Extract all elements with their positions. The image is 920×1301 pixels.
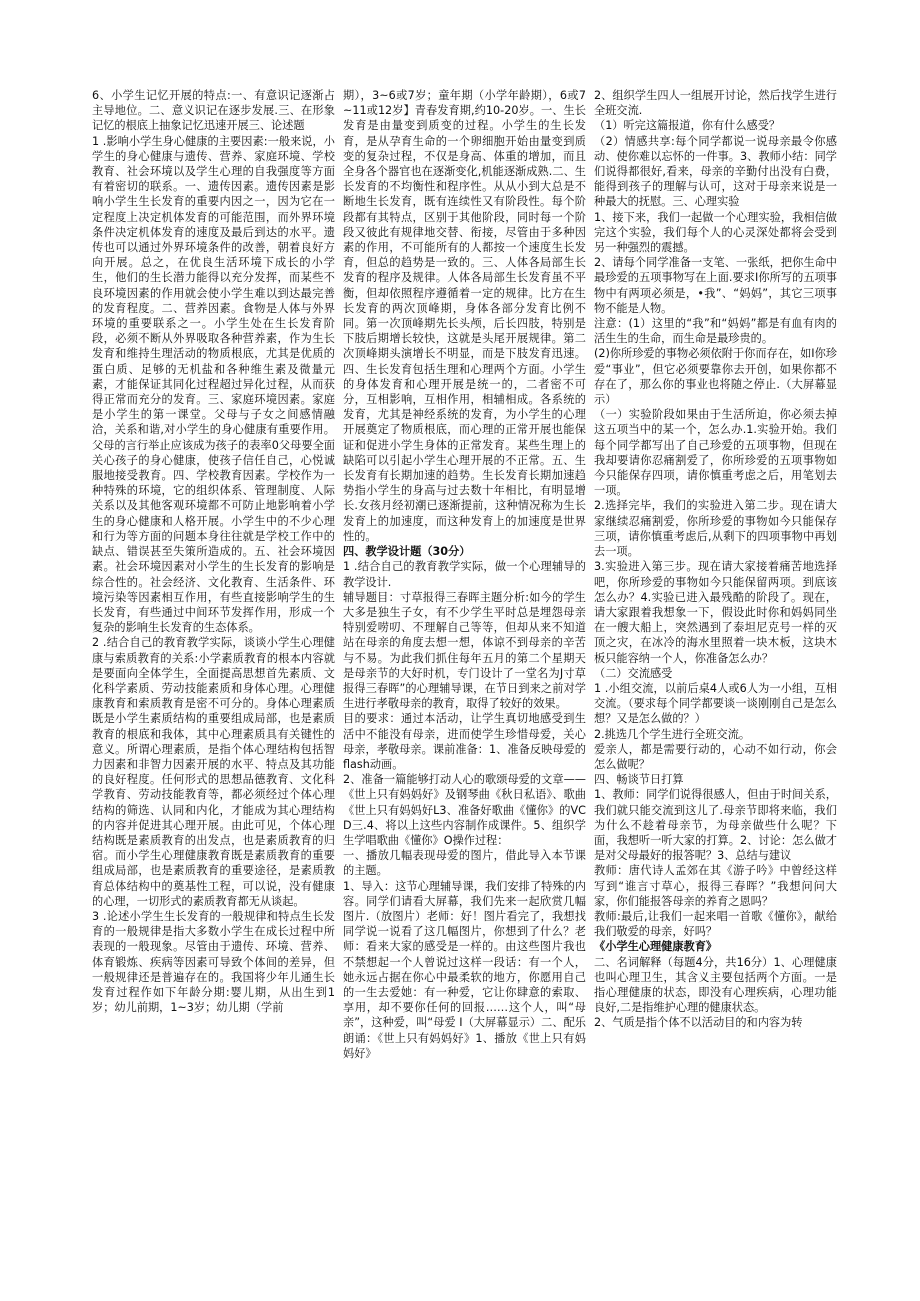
paragraph-quality-education: 2 .结合自己的教育教学实际，谈谈小学生心理健康与索质教育的关系:小学素质教育的根本内容就是要面向全体学生，全面提高思想首先素质、文化科学素质、劳动技能素质和身体心理。心理健康教育和索质教育是密不可分的。身体心理素质既是小学生素质结构的重要组成局部，也是素质教育的根底和我体，其中心理素质具有关键性的意义。所谓心理素质，是指个体心理结构包括智力因素和非智力因素开展的水平、特点及其功能的良好程度。任何形式的思想品德教育、文化科学教育、劳动技能教育等，都必须经过个体心理结构的筛选、认同和内化，才能成为其心理结构的内容并促进其心理开展。由此可见，个体心理结构既是素质教育的出发点，也是素质教育的归宿。而小学生心理健康教育既是素质教育的重要组成局部，也是素质教育的重要途径，是素质教育总体结构中的奠基性工程，可以说，没有健康的心理，一切形式的素质教育都无从谈起。 [92, 636, 335, 908]
paragraph-memory-features: 6、小学生记忆开展的特点:一、有意识记逐渐占主导地位。二、意义识记在逐步发展.三、在形象记忆的根底上抽象记忆迅速开展三、论述题 [92, 89, 335, 133]
paragraph-experiment-task: 2、请每个同学准备一支笔、一张纸，把你生命中最珍爱的五项事物写在上面.要求I你所写的五项事物中有两项必须是，•我”、“妈妈”，其它三项事物不能是人物。 [594, 256, 837, 315]
paragraph-group-exchange: 1 .小组交流，以前后桌4人或6人为一小组，互相交流。（要求每个同学都要谈一谈刚刚自己是怎么想？又是怎么做的？） [594, 681, 837, 726]
paragraph-note-1: 注意：(1）这里的“我”和“妈妈”都是有血有肉的活生生的生命，而生命是最珍贵的。 [594, 317, 837, 346]
paragraph-step-two: 2.选择完毕，我们的实验进入第二步。现在请大家继续忍痛割爱，你所珍爱的事物如今只能保存三项，请你慎重考虑后,从剩下的四项事物中再划去一项。 [594, 499, 837, 559]
column-left [92, 88, 335, 1258]
paragraph-materials: 2、准备一篇能够打动人心的歌颂母爱的文章——《世上只有妈妈好》及钢琴曲《秋日私语》、歌曲《世上只有妈妈好L3、准备好歌曲《懂你》的VCD三.4、将以上这些内容制作成课件。5、组织学生学唱歌曲《懂你》O操作过程： [343, 773, 586, 847]
paragraph-growth-rules: 期），3~6或7岁；童年期（小学年龄期），6或7~11或12岁】青春发育期,约10-20岁。一、生长发育是由量变到质变的过程。小学生的生长发育，是从孕育生命的一个卵细胞开始由量变到质变的复杂过程，不仅是身高、体重的增加，而且全身各个器官也在逐渐变化,机能逐渐成熟.二、生长发育的不均衡性和程序性。从从小到大总是不断地生长发育，既有连续性又有阶段性。每个阶段都有其特点，区别于其他阶段，同时每一个阶段又彼此有规律地交替、衔接，尽管由于多种因素的作用，不可能所有的人都按一个速度生长发育，但总的趋势是一致的。三、人体各局部生长发育的程序及规律。人体各局部生长发育虽不平衡，但却依照程序遵循着一定的规律。比方在生长发育的两次顶峰期，身体各部分发育比例不同。第一次顶峰期先长头颅，后长四肢，特别是下肢后期增长较快，这就是头尾开展规律。第二次顶峰期头演增长不明显，而是下肢发育迅速。四、生长发育包括生理和心理两个方面。小学生的身体发育和心理开展是统一的，二者密不可分，互相影响，互相作用，相辅相成。各系统的发育，尤其是神经系统的发育，为小学生的心理开展奠定了物质根底，而心理的正常开展也能保证和促进小学生身体的正常发育。某些生理上的缺陷可以引起小学生心理开展的不正常。五、生长发育有长期加速的趋势。生长发育长期加速趋势指小学生的身高与过去数十年相比，有明显增长.女孩月经初潮已逐渐提前，这种情况称为生长发育上的加速度，而这种发育上的加速度是世界性的。 [343, 89, 586, 543]
paragraph-emotion-sharing: （2）情感共享:每个同学都说一说母亲最令你感动、使你难以忘怀的一件事。3、教师小结：同学们说得都很好,看来，母亲的辛勤付出没有白费，能得到孩子的理解与认可，这对于母亲来说是一种最大的抚慰。三、心理实验 [594, 134, 837, 209]
column-middle [343, 88, 586, 1258]
paragraph-note-2: (2)你所珍爱的事物必须依附于你而存在，如I你珍爱“事业”，但它必须要靠你去开创，如果你都不存在了，那么你的事业也将随之停止.（大屏幕显示） [594, 347, 837, 407]
paragraph-introduction: 1、导入：这节心理辅导课，我们安排了特殊的内容。同学们请看大屏幕，我们先来一起欣赏几幅图片.（放图片）老师：好！图片看完了，我想找同学说一说看了这几幅图片，你想到了什么？老师：看来大家的感受是一样的。由这些图片我也不禁想起一个人曾说过这样一段话：有一个人，她永远占据在你心中最柔软的地方，你愿用自己的一生去爱她：有一种爱，它让你肆意的索取、享用，却不要你任何的回报……这个人，叫“母亲”，这种爱，叫“母爱 I（大屏幕显示）二、配乐朗诵：《世上只有妈妈好》1、播放《世上只有妈妈好》 [343, 879, 586, 1060]
paragraph-action: 爱亲人，都是需要行动的，心动不如行动，你会怎么做呢？ [594, 742, 837, 771]
paragraph-exchange-heading: （二）交流感受 [594, 666, 673, 680]
document-title-mental-health: 《小学生心理健康教育》 [594, 940, 718, 954]
paragraph-step-one: 一、播放几幅表现母爱的图片，借此导入本节课的主题。 [343, 849, 586, 878]
paragraph-holiday-heading: 四、畅谈节日打算 [594, 773, 684, 787]
paragraph-definitions: 二、名词解释（每题4分，共16分）1、心理健康也叫心理卫生，其含义主要包括两个方面。一是指心理健康的状态，即没有心理疾病，心理功能良好,二是指维护心理的健康状态。 [594, 955, 837, 1015]
paragraph-design-task: 1 .结合自己的教育教学实际，做一个心理辅导的教学设计. [343, 560, 586, 589]
paragraph-question-1: （1）听完这篇报道，你有什么感受？ [594, 119, 781, 133]
paragraph-class-exchange: 2.挑选几个学生进行全班交流。 [594, 727, 751, 741]
paragraph-counseling-topic: 辅导题目：寸草报得三春晖主题分析:如今的学生大多是独生子女，有不少学生平时总是埋怨母亲特别爱唠叨、不理解自己等等，但却从来不知道站在母亲的角度去想一想，体谅不到母亲的辛苦与不易。为此我们抓住每年五月的第二个星期天是母亲节的大好时机，专门设计了一堂名为J寸草报得三春晖”的心理辅导课，在节日到来之前对学生进行孝敬母亲的教育，取得了较好的效果。 [343, 590, 586, 711]
paragraph-group-discussion: 2、组织学生四人一组展开讨论，然后找学生进行全班交流. [594, 89, 837, 118]
column-right [594, 88, 837, 1258]
paragraph-goals: 目的要求：通过本活动，让学生真切地感受到生活中不能没有母亲，进而使学生珍惜母爱，关心母亲，孝敬母亲。课前准备：1、准备反映母爱的flash动画。 [343, 712, 586, 771]
paragraph-temperament: 2、气质是指个体不以活动目的和内容为转 [594, 1016, 803, 1030]
paragraph-growth-rules-start: 3 .论述小学生生长发育的一般规律和特点生长发育的一般规律是指大多数小学生在成长过程中所表现的一般现象。尽管由于遗传、环境、营养、体育锻炼、疾病等因素可导致个体间的差异，但一般规律还是普遍存在的。我国将少年儿通生长发育过程作如下年龄分期:婴儿期，从出生到1岁；幼儿前期，1~3岁；幼儿期（学前 [92, 909, 335, 1015]
paragraph-holiday-plans: 1、教师：同学们说得很感人，但由于时间关系，我们就只能交流到这儿了.母亲节即将来临，我们为什么不趁着母亲节，为母亲做些什么呢？下面，我想听一听大家的打算。2、讨论：怎么做才是对父母最好的报答呢？3、总结与建议 [594, 788, 837, 863]
paragraph-experiment-intro: 1、接下来，我们一起做一个心理实验，我相信做完这个实验，我们每个人的心灵深处都将会受到另一种强烈的震撼。 [594, 210, 837, 255]
document-page [92, 88, 837, 1258]
paragraph-experiment-stage: （一）实验阶段如果由于生活所迫，你必须去掉这五项当中的某一个，怎么办.1.实验开始。我们每个同学都写出了自己珍爱的五项事物，但现在我却要请你忍痛割爱了，你所珍爱的五项事物如今只能保存四项，请你慎重考虑之后，用笔划去一项。 [594, 408, 837, 498]
paragraph-step-three: 3.实验进入第三步。现在请大家接着痛苦地选择吧，你所珍爱的事物如今只能保留两项。到底该怎么办？4.实验已进入最残酷的阶段了。现在，请大家跟着我想象一下，假设此时你和妈妈同坐在一艘大船上，突然遇到了泰坦尼克号一样的灭顶之灾，在冰冷的海水里照着一块木板，这块木板只能容纳一个人，你准备怎么办？ [594, 560, 837, 665]
paragraph-poem: 教师：唐代诗人孟郊在其《游子吟》中曾经这样写到“谁言寸草心，报得三春晖？”我想问问大家，你们能报答母亲的养育之恩吗？ [594, 864, 837, 908]
paragraph-health-factors: 1 .影响小学生身心健康的主要因素:一般来说，小学生的身心健康与遗传、营养、家庭环境、学校教育、社会环境以及学生心理的自我强度等方面有着密切的联系。一、遗传因素。遗传因素是影响小学生生长发育的重要内因之一，因为它在一定程度上决定机体发育的可能范围，而外界环境条件决定机体发育的速度及最后到达的水平。遗传也可以通过外界环境条件的改善，朝着良好方向开展。总之，在优良生活环境下成长的小学生，他们的生长潜力能得以充分发挥，而某些不良环境因素的作用就会使小学生难以到达最完善的发育程度。二、营养因素。食物是人体与外界环境的重要联系之一。小学生处在生长发育阶段，必须不断从外界吸取各种营养素，作为生长发育和维持生理活动的物质根底，尤其是优质的蛋白质、足够的无机盐和各种维生素及微量元素，才能保证其同化过程超过异化过程，从而获得正常而充分的发育。三、家庭环境因素。家庭是小学生的第一课堂。父母与子女之间感情融洽，关系和谐,对小学生的身心健康有重要作用。父母的言行举止应该成为孩子的表率0父母要全面关心孩子的身心健康，使孩子信任自己，心悦诚服地接受教育。四、学校教育因素。学校作为一种特殊的环境，它的组织体系、管理制度、人际关系以及其他客观环境都不可防止地影响着小学生的身心健康和人格开展。小学生中的不少心理和行为等方面的问题本身往往就是学校工作中的缺点、错误甚至失策所造成的。五、社会环境因素。社会环境因素对小学生的生长发育的影响是综合性的。社会经济、文化教育、生活条件、环境污染等因素相互作用，有些直接影响学生的生长发育，有些通过中间环节发挥作用，形成一个复杂的影响生长发育的生态体系。 [92, 134, 335, 635]
section-heading-teaching-design: 四、教学设计题（30分） [343, 545, 471, 559]
paragraph-song: 教师:最后,让我们一起来唱一首歌《懂你》，献给我们敬爱的母亲，好吗？ [594, 909, 837, 939]
